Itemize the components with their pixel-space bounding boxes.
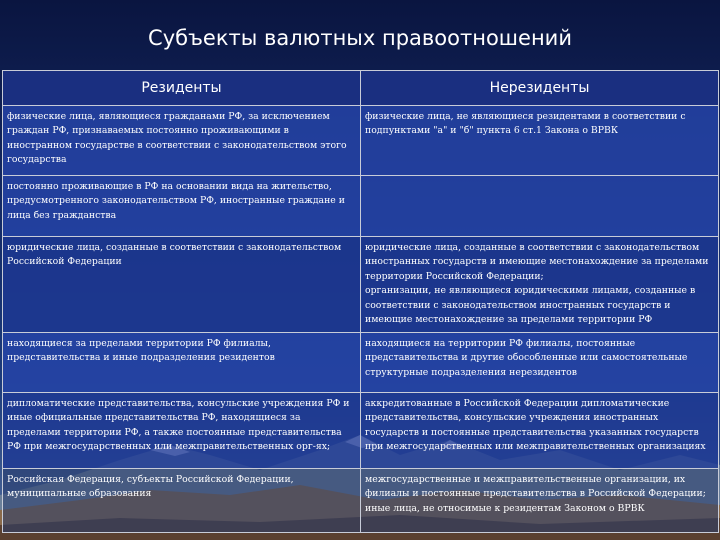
table-row: [3, 176, 719, 237]
table-row: [3, 106, 719, 176]
table-row: [3, 333, 719, 393]
resident-cell: юридические лица, созданные в соответствии с законодательством Российской Федерации: [3, 237, 361, 333]
table-header-row: [3, 71, 719, 106]
resident-cell: находящиеся за пределами территории РФ филиалы, представительства и иные подразделения резидентов: [3, 333, 361, 393]
page-title: Субъекты валютных правоотношений: [148, 26, 572, 50]
resident-cell: постоянно проживающие в РФ на основании вида на жительство, предусмотренного законодательством РФ, иностранные граждане и лица без гражданства: [3, 176, 361, 237]
nonresident-text: межгосударственные и межправительственные организации, их филиалы и постоянные представительства в Российской Федерации;: [365, 474, 706, 500]
resident-cell: дипломатические представительства, консульские учреждения РФ и иные официальные представительства РФ, находящиеся за пределами территории РФ, а также постоянные представительства РФ при межгосударственных или межправительственных орг-ях;: [3, 393, 361, 469]
nonresident-cell: [361, 333, 719, 393]
nonresident-cell: [361, 469, 719, 533]
nonresident-cell: [361, 106, 719, 176]
nonresident-text: аккредитованные в Российской Федерации дипломатические представительства, консульские учреждения иностранных государств и постоянные представительства указанных государств при межгосударственных или межправительственных организациях: [365, 398, 706, 453]
header-nonresidents: Нерезиденты: [361, 71, 719, 106]
subjects-table: [2, 70, 719, 533]
nonresident-cell: [361, 393, 719, 469]
nonresident-text: иные лица, не относимые к резидентам Законом о ВРВК: [365, 502, 645, 514]
header-residents: Резиденты: [3, 71, 361, 106]
resident-cell: Российская Федерация, субъекты Российской Федерации, муниципальные образования: [3, 469, 361, 533]
resident-cell: физические лица, являющиеся гражданами РФ, за исключением граждан РФ, признаваемых постоянно проживающими в иностранном государстве в соответствии с законодательством этого государства: [3, 106, 361, 176]
nonresident-text: физические лица, не являющиеся резидентами в соответствии с подпунктами "а" и "б" пункта 6 ст.1 Закона о ВРВК: [365, 111, 686, 137]
table-row: [3, 469, 719, 533]
nonresident-text: организации, не являющиеся юридическими лицами, созданные в соответствии с законодательством иностранных государств и имеющие местонахождение за пределами территории РФ: [365, 285, 696, 326]
nonresident-text: юридические лица, созданные в соответствии с законодательством иностранных государств и имеющие местонахождение за пределами территории Российской Федерации;: [365, 242, 709, 282]
nonresident-cell-empty: [361, 176, 719, 237]
nonresident-text: находящиеся на территории РФ филиалы, постоянные представительства и другие обособленные или самостоятельные структурные подразделения нерезидентов: [365, 338, 688, 378]
nonresident-cell: [361, 237, 719, 333]
table-row: [3, 393, 719, 469]
table-row: [3, 237, 719, 333]
